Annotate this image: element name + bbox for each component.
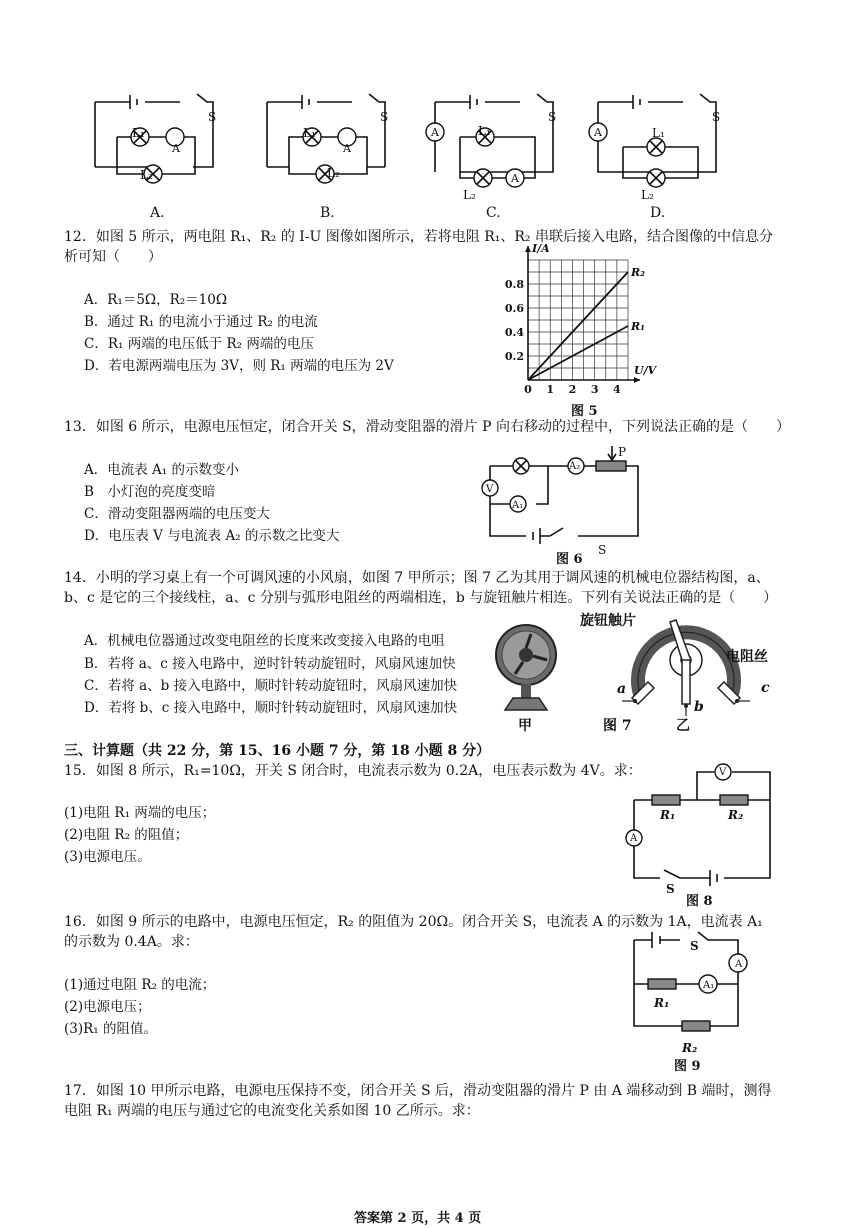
q11d-l1: L₁ xyxy=(652,126,665,140)
q14-label-c: c xyxy=(761,680,770,696)
q16-label-a: A xyxy=(735,959,743,970)
q11b-s: S xyxy=(380,110,389,124)
q14-option-a: A．机械电位器通过改变电阻丝的长度来改变接入电路的电咀 xyxy=(84,633,445,649)
chart-series-label: R₁ xyxy=(631,320,645,333)
q15-part-3: (3)电源电压。 xyxy=(64,849,151,865)
q16-part-2: (2)电源电压； xyxy=(64,999,151,1015)
q14-option-d: D．若将 b、c 接入电路中，顺时针转动旋钮时，风扇风速加快 xyxy=(84,700,458,716)
q14-option-c: C．若将 a、b 接入电路中，顺时针转动旋钮时，风扇风速加快 xyxy=(84,678,458,694)
section3-title: 三、计算题（共 22 分，第 15、16 小题 7 分，第 18 小题 8 分） xyxy=(64,743,491,759)
q14-label-jia: 甲 xyxy=(518,718,532,734)
q16-label-r1: R₁ xyxy=(654,996,670,1010)
q11-option-b: B. xyxy=(320,205,335,221)
q11c-l2: L₂ xyxy=(463,188,476,202)
q11-option-c: C. xyxy=(486,205,501,221)
chart-x-tick-label: 3 xyxy=(590,383,599,396)
q16-label-s: S xyxy=(690,939,699,953)
q12-iu-chart xyxy=(500,240,670,410)
chart-x-tick-label: 2 xyxy=(568,383,577,396)
q14-label-wire: 电阻丝 xyxy=(726,649,768,665)
q11a-l1: L₁ xyxy=(132,126,145,140)
q11-option-d: D. xyxy=(650,205,666,221)
chart-y-arrow xyxy=(525,246,531,252)
q16-stem-line2: 的示数为 0.4A。求： xyxy=(64,934,199,950)
q11c-l1: L₁ xyxy=(478,124,491,138)
q14-label-yi: 乙 xyxy=(676,718,690,734)
q11d-l2: L₂ xyxy=(641,188,654,202)
q15-label-s: S xyxy=(666,882,675,896)
chart-series-label: R₂ xyxy=(631,266,645,279)
chart-y-tick-label: 0.8 xyxy=(504,278,524,291)
q11a-s: S xyxy=(208,110,217,124)
q16-figure-caption: 图 9 xyxy=(674,1059,701,1074)
q13-stem: 13．如图 6 所示，电源电压恒定，闭合开关 S，滑动变阻器的滑片 P 向右移动的过程中，下列说法正确的是（ ） xyxy=(64,419,790,435)
chart-y-tick-label: 0.6 xyxy=(504,302,524,315)
q15-part-1: (1)电阻 R₁ 两端的电压； xyxy=(64,805,216,821)
q14-stem-line1: 14．小明的学习桌上有一个可调风速的小风扇，如图 7 甲所示；图 7 乙为其用于调风速的机械电位器结构图，a、 xyxy=(64,570,770,586)
q15-label-r1: R₁ xyxy=(660,808,676,822)
q12-stem-line1: 12．如图 5 所示，两电阻 R₁、R₂ 的 I-U 图像如图所示，若将电阻 R₁、R₂ 串联后接入电路，结合图像的中信息分 xyxy=(64,229,773,245)
q12-option-a: A．R₁＝5Ω，R₂＝10Ω xyxy=(84,292,228,308)
q13-option-a: A．电流表 A₁ 的示数变小 xyxy=(84,462,239,478)
chart-x-arrow xyxy=(634,377,640,383)
chart-y-tick-label: 0.4 xyxy=(504,326,524,339)
chart-series-line xyxy=(528,326,628,380)
q13-option-d: D．电压表 V 与电流表 A₂ 的示数之比变大 xyxy=(84,528,340,544)
q12-option-d: D．若电源两端电压为 3V，则 R₁ 两端的电压为 2V xyxy=(84,358,394,374)
q11a-ammeter: A xyxy=(172,142,180,155)
q14-option-b: B．若将 a、c 接入电路中，逆时针转动旋钮时，风扇风速加快 xyxy=(84,656,456,672)
q11c-s: S xyxy=(548,110,557,124)
q13-option-c: C．滑动变阻器两端的电压变大 xyxy=(84,506,270,522)
q16-stem-line1: 16．如图 9 所示的电路中，电源电压恒定，R₂ 的阻值为 20Ω。闭合开关 S，电流表 A 的示数为 1A，电流表 A₁ xyxy=(64,914,763,930)
q16-part-3: (3)R₁ 的阻值。 xyxy=(64,1021,157,1037)
chart-series-line xyxy=(528,272,628,380)
q12-option-b: B．通过 R₁ 的电流小于通过 R₂ 的电流 xyxy=(84,314,318,330)
chart-x-label: U/V xyxy=(634,364,657,377)
q16-part-1: (1)通过电阻 R₂ 的电流； xyxy=(64,977,216,993)
q11b-l1: L₁ xyxy=(303,126,316,140)
q14-stem-line2: b、c 是它的三个接线柱，a、c 分别与弧形电阻丝的两端相连，b 与旋钮触片相连。下列有关说法正确的是（ ） xyxy=(64,590,778,606)
q14-label-a: a xyxy=(617,681,627,697)
q11d-s: S xyxy=(712,110,721,124)
q12-figure-caption: 图 5 xyxy=(571,404,598,419)
q11c-ammeter2: A xyxy=(511,172,519,185)
q12-option-c: C．R₁ 两端的电压低于 R₂ 两端的电压 xyxy=(84,336,314,352)
q15-label-v: V xyxy=(719,767,727,778)
chart-x-tick-label: 4 xyxy=(613,383,621,396)
q11-circuit-d xyxy=(588,92,728,202)
q12-stem-line2: 析可知（ ） xyxy=(64,249,162,265)
q13-label-s: S xyxy=(598,543,607,557)
q11-option-a: A. xyxy=(150,205,165,221)
q16-label-a1: A₁ xyxy=(703,980,715,991)
q14-label-b: b xyxy=(694,699,704,715)
q13-option-b: B 小灯泡的亮度变暗 xyxy=(84,484,216,500)
q15-stem: 15．如图 8 所示，R₁=10Ω，开关 S 闭合时，电流表示数为 0.2A，电压表示数为 4V。求： xyxy=(64,763,642,779)
q14-fan-illustration xyxy=(493,620,563,720)
chart-y-tick-label: 0.2 xyxy=(504,350,524,363)
page-footer: 答案第 2 页，共 4 页 xyxy=(354,1211,482,1226)
q11-circuit-c xyxy=(425,92,565,202)
q17-stem-line2: 电阻 R₁ 两端的电压与通过它的电流变化关系如图 10 乙所示。求： xyxy=(64,1103,480,1119)
q15-label-r2: R₂ xyxy=(728,808,744,822)
q13-figure-caption: 图 6 xyxy=(556,552,583,567)
chart-x-tick-label: 0 xyxy=(524,383,532,396)
q13-circuit xyxy=(478,436,658,556)
q14-label-fig: 图 7 xyxy=(603,718,632,734)
chart-y-label: I/A xyxy=(532,242,550,255)
q11b-ammeter: A xyxy=(343,142,351,155)
q11b-l2: L₂ xyxy=(327,166,340,180)
q11-circuit-a xyxy=(85,92,225,192)
q15-figure-caption: 图 8 xyxy=(686,894,713,909)
q15-label-a: A xyxy=(630,833,638,844)
q14-label-knob: 旋钮触片 xyxy=(580,613,636,629)
q13-label-p: P xyxy=(618,445,627,459)
q13-label-a2: A₂ xyxy=(569,461,581,472)
chart-x-tick-label: 1 xyxy=(546,383,555,396)
q13-label-v: V xyxy=(486,484,494,495)
q17-stem-line1: 17．如图 10 甲所示电路，电源电压保持不变，闭合开关 S 后，滑动变阻器的滑片 P 由 A 端移动到 B 端时，测得 xyxy=(64,1083,772,1099)
q15-circuit xyxy=(622,760,782,890)
q13-label-a1: A₁ xyxy=(512,500,524,511)
q11d-ammeter: A xyxy=(594,126,602,139)
q11c-ammeter: A xyxy=(431,126,439,139)
q15-part-2: (2)电阻 R₂ 的阻值； xyxy=(64,827,189,843)
q16-label-r2: R₂ xyxy=(682,1041,698,1055)
q11a-l2: L₂ xyxy=(140,168,153,182)
